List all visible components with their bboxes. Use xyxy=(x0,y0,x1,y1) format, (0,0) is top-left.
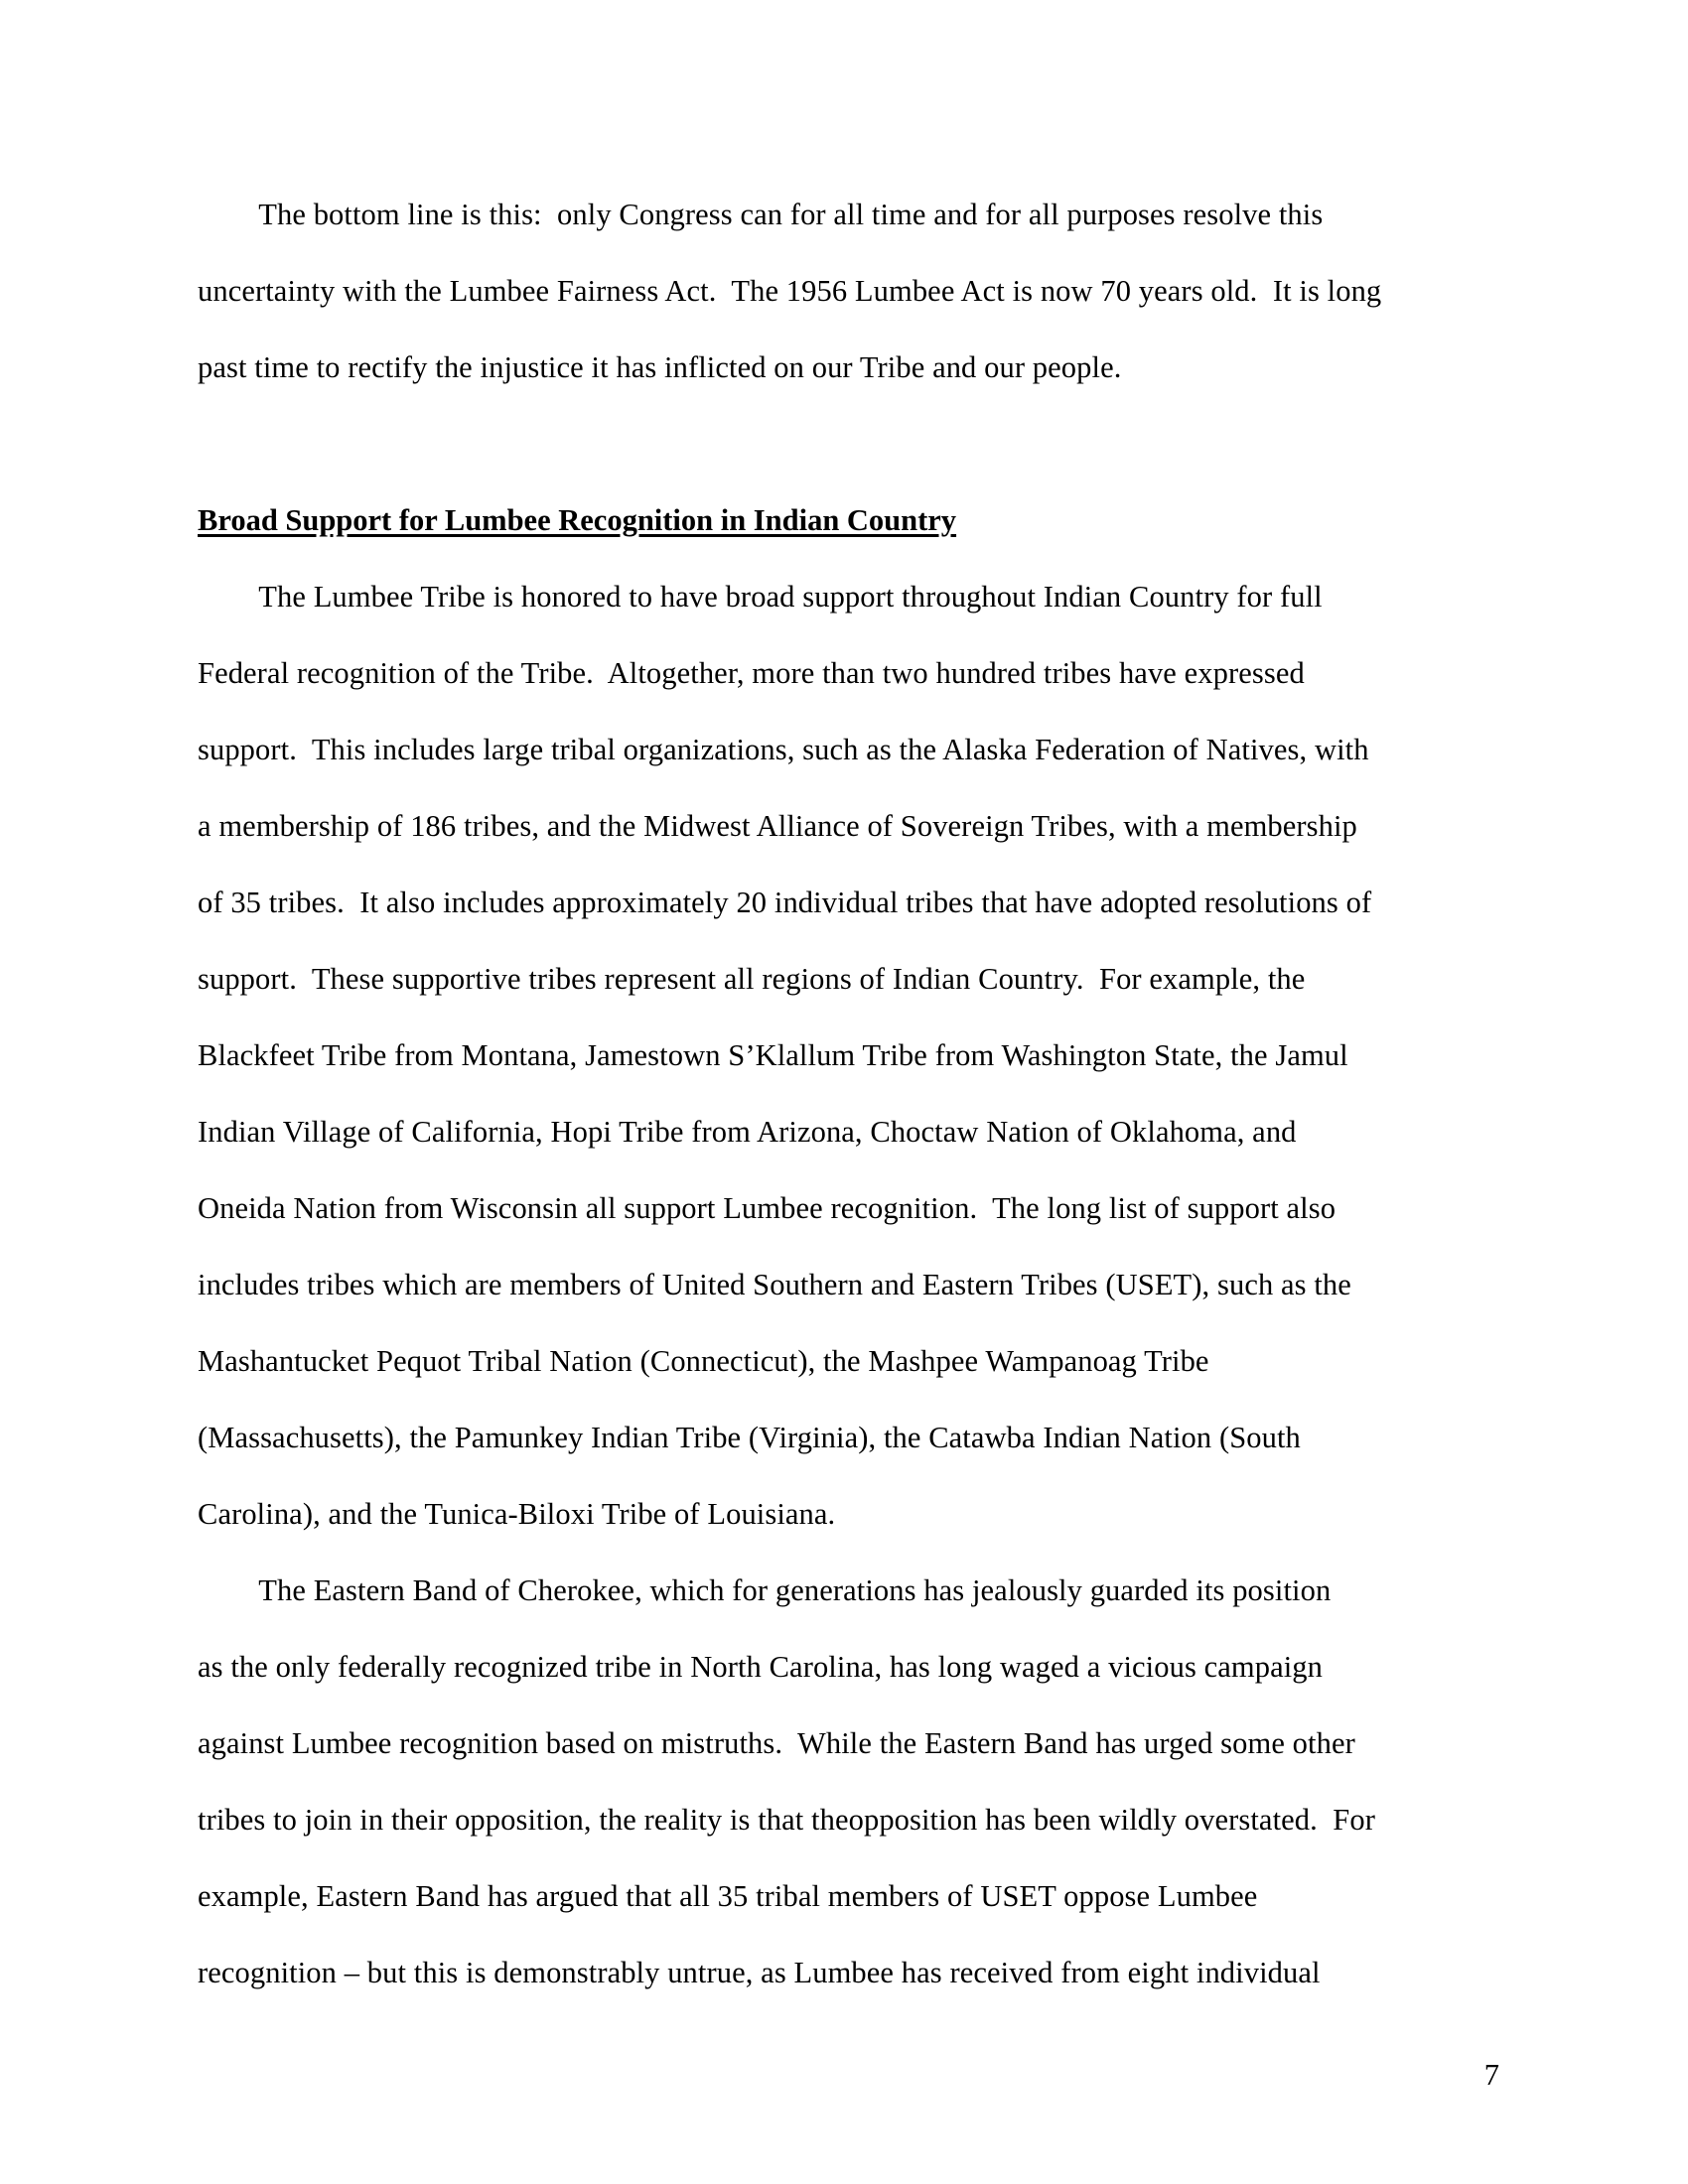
paragraph-eastern-band xyxy=(198,1553,1488,2011)
text-line: tribes to join in their opposition, the reality is that theopposition has been wildly overstated. For xyxy=(198,1803,1375,1837)
text-line: support. These supportive tribes represent all regions of Indian Country. For example, the xyxy=(198,962,1306,996)
page-content xyxy=(198,177,1488,2011)
text-line: includes tribes which are members of United Southern and Eastern Tribes (USET), such as the xyxy=(198,1268,1351,1301)
text-line: support. This includes large tribal organizations, such as the Alaska Federation of Natives, with xyxy=(198,733,1369,766)
text-line: a membership of 186 tribes, and the Midwest Alliance of Sovereign Tribes, with a membership xyxy=(198,809,1357,843)
text-line: Oneida Nation from Wisconsin all support Lumbee recognition. The long list of support also xyxy=(198,1191,1336,1225)
paragraph-broad-support xyxy=(198,559,1488,1553)
text-line: of 35 tribes. It also includes approximately 20 individual tribes that have adopted resolutions of xyxy=(198,886,1372,919)
text-line: Mashantucket Pequot Tribal Nation (Connecticut), the Mashpee Wampanoag Tribe xyxy=(198,1344,1209,1378)
text-line: (Massachusetts), the Pamunkey Indian Tribe (Virginia), the Catawba Indian Nation (South xyxy=(198,1421,1301,1454)
section-heading-row xyxy=(198,482,1488,559)
text-line: Indian Village of California, Hopi Tribe from Arizona, Choctaw Nation of Oklahoma, and xyxy=(198,1115,1297,1149)
text-line: Carolina), and the Tunica-Biloxi Tribe of Louisiana. xyxy=(198,1497,836,1531)
text-line: past time to rectify the injustice it has inflicted on our Tribe and our people. xyxy=(198,350,1122,384)
text-line: The Eastern Band of Cherokee, which for generations has jealously guarded its position xyxy=(198,1573,1332,1607)
text-line: against Lumbee recognition based on mistruths. While the Eastern Band has urged some other xyxy=(198,1726,1355,1760)
text-line: Blackfeet Tribe from Montana, Jamestown S’Klallum Tribe from Washington State, the Jamul xyxy=(198,1038,1348,1072)
paragraph-bottom-line xyxy=(198,177,1488,406)
paragraph-spacer xyxy=(198,406,1488,482)
text-line: uncertainty with the Lumbee Fairness Act. The 1956 Lumbee Act is now 70 years old. It is long xyxy=(198,274,1382,308)
page-number: 7 xyxy=(1483,2057,1499,2092)
text-line: recognition – but this is demonstrably untrue, as Lumbee has received from eight individual xyxy=(198,1956,1321,1989)
section-heading: Broad Support for Lumbee Recognition in Indian Country xyxy=(198,503,957,537)
text-line: Federal recognition of the Tribe. Altogether, more than two hundred tribes have expressed xyxy=(198,656,1305,690)
text-line: as the only federally recognized tribe in North Carolina, has long waged a vicious campaign xyxy=(198,1650,1323,1684)
text-line: The bottom line is this: only Congress can for all time and for all purposes resolve this xyxy=(198,198,1324,231)
text-line: The Lumbee Tribe is honored to have broad support throughout Indian Country for full xyxy=(198,580,1323,614)
text-line: example, Eastern Band has argued that all 35 tribal members of USET oppose Lumbee xyxy=(198,1879,1258,1913)
